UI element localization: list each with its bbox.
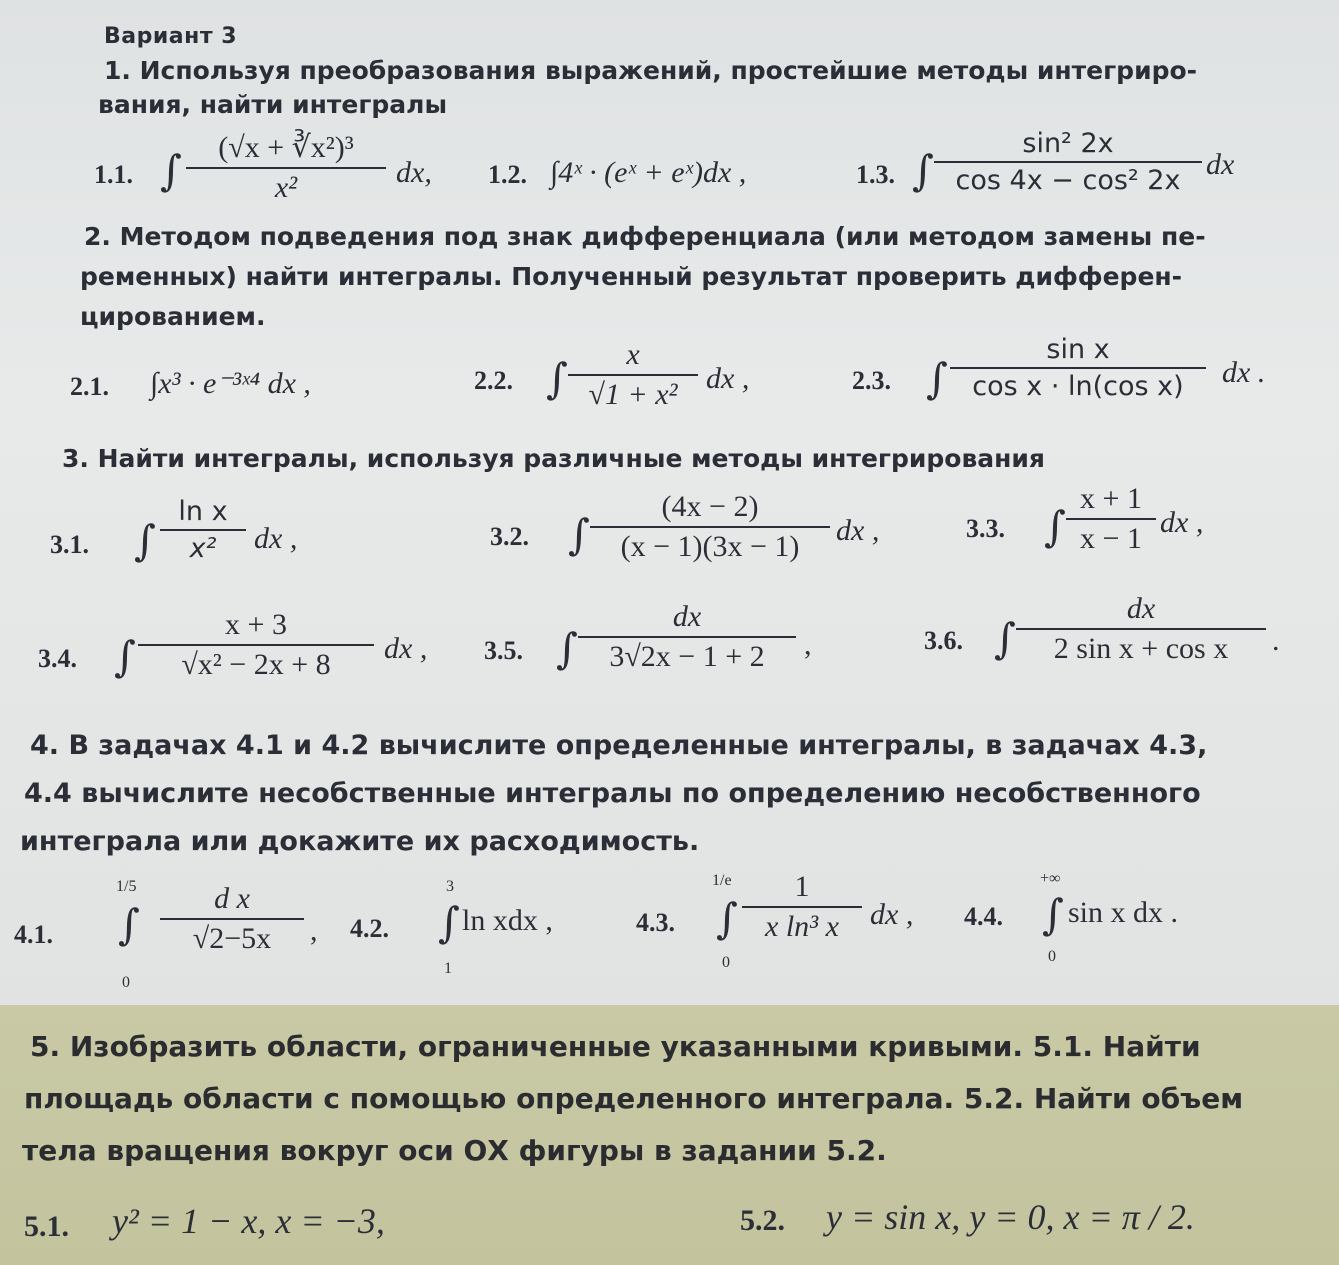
expr-3-5 — [578, 600, 796, 674]
expr-4-1 — [160, 882, 304, 956]
integral-sign: ∫ — [912, 146, 934, 195]
label-1-3: 1.3. — [856, 160, 895, 189]
expr-3-1-denominator: x² — [189, 533, 217, 564]
expr-3-5-denominator: 3√2x − 1 + 2 — [609, 640, 765, 673]
expr-4-3 — [742, 870, 862, 944]
integral-sign: ∫ — [160, 146, 182, 195]
fraction-bar — [568, 374, 698, 376]
expr-3-6 — [1016, 592, 1266, 666]
fraction-bar — [742, 906, 862, 908]
integral-sign: ∫ — [994, 614, 1016, 663]
expr-3-2 — [590, 490, 830, 564]
fraction-bar — [950, 367, 1206, 369]
expr-3-3-denominator: x − 1 — [1080, 522, 1142, 555]
fraction-bar — [160, 529, 246, 531]
expr-2-3-tail: dx . — [1222, 356, 1266, 389]
expr-1-3 — [934, 128, 1202, 196]
integral-sign: ∫ — [546, 354, 568, 403]
label-4-2: 4.2. — [350, 914, 389, 943]
integral-sign: ∫ — [568, 510, 590, 559]
task1-text-line2: вания, найти интегралы — [98, 90, 448, 119]
expr-4-3-tail: dx , — [870, 898, 914, 931]
expr-3-3 — [1066, 482, 1156, 556]
expr-2-2-numerator: x — [626, 338, 640, 371]
expr-3-4-tail: dx , — [384, 632, 428, 665]
task4-text-line3: интеграла или докажите их расходимость. — [20, 826, 700, 857]
label-1-1: 1.1. — [94, 160, 133, 189]
expr-3-1-tail: dx , — [254, 522, 298, 555]
expr-5-2: y = sin x, y = 0, x = π / 2. — [826, 1197, 1195, 1237]
fraction-bar — [138, 644, 374, 646]
label-4-3: 4.3. — [636, 908, 675, 937]
variant-title: Вариант 3 — [104, 24, 238, 49]
fraction-bar — [186, 167, 386, 169]
expr-3-1 — [160, 496, 246, 564]
task2-text-line3: цированием. — [80, 302, 266, 331]
integral-sign: ∫ — [716, 894, 738, 943]
expr-4-1-numerator: d x — [214, 882, 250, 915]
expr-3-5-numerator: dx — [672, 600, 702, 633]
integral-sign: ∫ — [926, 354, 948, 403]
expr-1-1-numerator: (√x + ∛x²)³ — [218, 131, 354, 164]
expr-3-2-tail: dx , — [836, 514, 880, 547]
task4-text-line2: 4.4 вычислите несобственные интегралы по определению несобственного — [24, 778, 1201, 809]
limit-upper-4-2: 3 — [446, 878, 454, 895]
task5-text-line3: тела вращения вокруг оси ОХ фигуры в задании 5.2. — [22, 1134, 887, 1167]
limit-lower-4-1: 0 — [122, 974, 130, 991]
task2-text-line1: 2. Методом подведения под знак дифференциала (или методом замены пе- — [84, 222, 1206, 251]
label-3-5: 3.5. — [484, 636, 523, 665]
expr-1-3-denominator: cos 4x − cos² 2x — [955, 165, 1181, 196]
expr-4-4: sin x dx . — [1068, 896, 1179, 929]
expr-3-4-denominator: √x² − 2x + 8 — [181, 648, 331, 681]
limit-upper-4-3: 1/e — [712, 872, 732, 889]
task5-text-line1: 5. Изобразить области, ограниченные указанными кривыми. 5.1. Найти — [30, 1030, 1201, 1063]
expr-3-6-numerator: dx — [1126, 592, 1156, 625]
expr-1-1-denominator: x² — [274, 171, 298, 204]
limit-lower-4-3: 0 — [722, 954, 730, 971]
expr-3-6-denominator: 2 sin x + cos x — [1053, 632, 1229, 665]
expr-4-1-denominator: √2−5x — [192, 922, 272, 955]
expr-3-3-tail: dx , — [1160, 506, 1204, 539]
expr-1-1-tail: dx, — [396, 156, 432, 189]
expr-3-2-denominator: (x − 1)(3x − 1) — [620, 530, 800, 563]
expr-4-2: ln xdx , — [462, 904, 553, 937]
expr-3-3-numerator: x + 1 — [1080, 482, 1142, 515]
expr-2-2 — [568, 338, 698, 412]
task4-text-line1: 4. В задачах 4.1 и 4.2 вычислите определенные интегралы, в задачах 4.3, — [30, 730, 1208, 761]
fraction-bar — [160, 918, 304, 920]
expr-2-2-denominator: √1 + x² — [588, 378, 678, 411]
label-4-1: 4.1. — [14, 920, 53, 949]
integral-sign: ∫ — [134, 516, 156, 565]
expr-3-4-numerator: x + 3 — [225, 608, 287, 641]
task2-text-line2: ременных) найти интегралы. Полученный результат проверить дифферен- — [80, 262, 1183, 291]
label-3-3: 3.3. — [966, 514, 1005, 543]
expr-4-3-denominator: x ln³ x — [765, 910, 839, 943]
expr-2-3-denominator: cos x · ln(cos x) — [972, 371, 1184, 402]
fraction-bar — [578, 636, 796, 638]
integral-sign: ∫ — [118, 900, 140, 949]
fraction-bar — [934, 161, 1202, 163]
expr-3-1-numerator: ln x — [178, 496, 228, 527]
fraction-bar — [1016, 628, 1266, 630]
label-2-1: 2.1. — [70, 372, 109, 401]
expr-1-2: ∫4ˣ · (eˣ + eˣ)dx , — [550, 156, 747, 189]
label-3-1: 3.1. — [50, 530, 89, 559]
label-3-4: 3.4. — [38, 644, 77, 673]
integral-sign: ∫ — [556, 624, 578, 673]
expr-1-1 — [186, 130, 386, 205]
expr-3-5-tail: , — [804, 628, 812, 661]
label-2-2: 2.2. — [474, 366, 513, 395]
fraction-bar — [1066, 518, 1156, 520]
expr-3-2-numerator: (4x − 2) — [661, 490, 759, 523]
expr-3-6-tail: . — [1272, 624, 1280, 657]
integral-sign: ∫ — [1044, 502, 1066, 551]
limit-upper-4-4: +∞ — [1040, 870, 1061, 887]
limit-lower-4-4: 0 — [1048, 948, 1056, 965]
expr-1-3-tail: dx — [1206, 148, 1235, 181]
task3-text-line1: 3. Найти интегралы, используя различные методы интегрирования — [62, 444, 1045, 473]
label-2-3: 2.3. — [852, 366, 891, 395]
expr-5-1: y² = 1 − x, x = −3, — [112, 1201, 385, 1241]
limit-upper-4-1: 1/5 — [116, 878, 137, 895]
integral-sign: ∫ — [438, 898, 460, 947]
label-1-2: 1.2. — [488, 160, 527, 189]
integral-sign: ∫ — [1042, 890, 1064, 939]
integral-sign: ∫ — [114, 632, 136, 681]
expr-1-3-numerator: sin² 2x — [1022, 128, 1114, 159]
expr-3-4 — [138, 608, 374, 682]
fraction-bar — [590, 526, 830, 528]
expr-2-2-tail: dx , — [706, 362, 750, 395]
limit-lower-4-2: 1 — [444, 960, 452, 977]
label-3-2: 3.2. — [490, 522, 529, 551]
expr-2-3-numerator: sin x — [1046, 334, 1110, 365]
label-4-4: 4.4. — [964, 902, 1003, 931]
label-5-2: 5.2. — [740, 1204, 785, 1237]
expr-2-1: ∫x³ · e⁻³ˣ⁴ dx , — [150, 367, 311, 400]
expr-2-3 — [950, 334, 1206, 402]
label-5-1: 5.1. — [24, 1210, 69, 1243]
task1-text-line1: 1. Используя преобразования выражений, простейшие методы интегриро- — [104, 56, 1198, 85]
task5-text-line2: площадь области с помощью определенного интеграла. 5.2. Найти объем — [24, 1082, 1244, 1115]
expr-4-1-tail: , — [310, 914, 318, 947]
expr-4-3-numerator: 1 — [794, 870, 810, 903]
label-3-6: 3.6. — [924, 626, 963, 655]
